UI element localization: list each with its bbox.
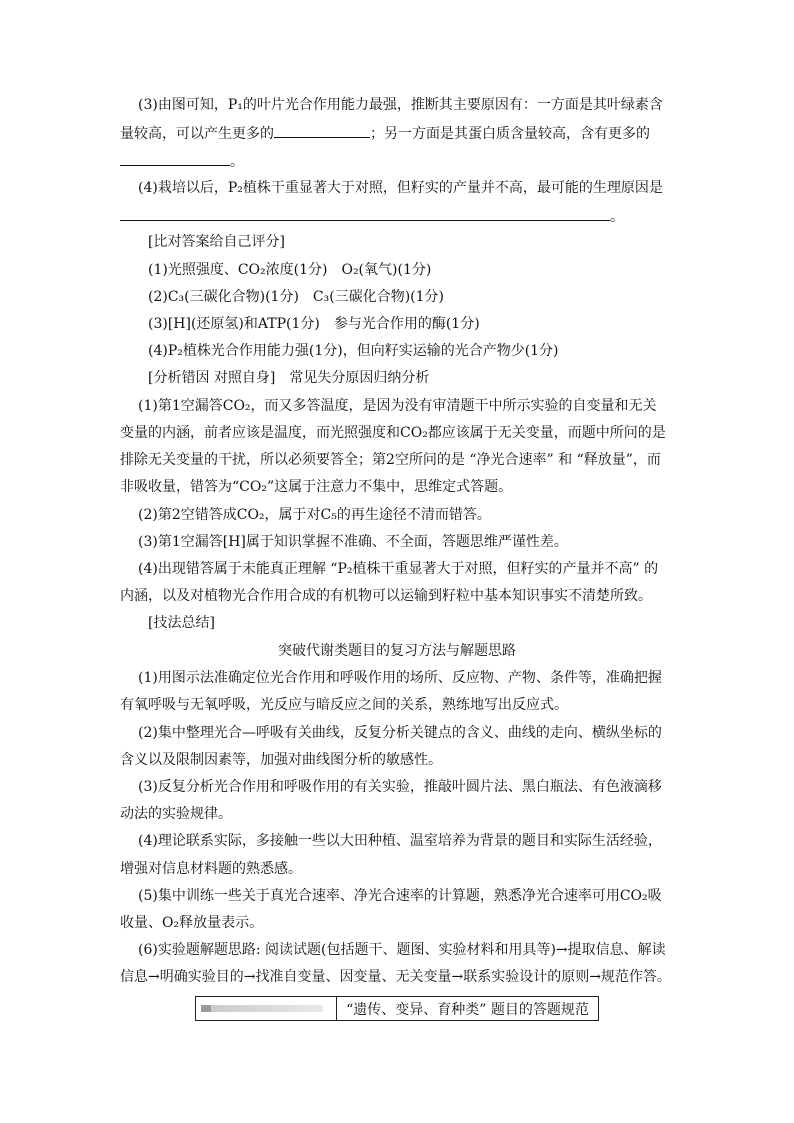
analysis-p1-line-4: 非吸收量，错答为“CO₂”这属于注意力不集中，思维定式答题。 <box>120 479 513 495</box>
q3-line-2 <box>120 123 650 144</box>
q4-line-2 <box>120 206 624 227</box>
summary-item-4-line-1: (4)理论联系实际，多接触一些以大田种植、温室培养为背景的题目和实际生活经验， <box>138 833 662 849</box>
q3-line-2-text-b: ；另一方面是其蛋白质含量较高，含有更多的 <box>370 126 650 142</box>
summary-item-6-line-1: (6)实验题解题思路: 阅读试题(包括题干、题图、实验材料和用具等)→提取信息、解读 <box>138 942 666 958</box>
summary-item-3-line-2: 动法的实验规律。 <box>120 806 232 822</box>
q4-line-2-end: 。 <box>610 209 624 225</box>
banner-decoration <box>196 997 337 1020</box>
answer-2: (2)C₃(三碳化合物)(1分) C₃(三碳化合物)(1分) <box>148 289 444 305</box>
banner-label: “遗传、变异、育种类” 题目的答题规范 <box>346 1001 589 1018</box>
analysis-p4-line-1: (4)出现错答属于未能真正理解 “P₂植株干重显著大于对照，但籽实的产量并不高” 的 <box>138 561 659 577</box>
analysis-header: [分析错因 对照自身] 常见失分原因归纳分析 <box>148 370 430 386</box>
summary-item-5-line-2: 收量、O₂释放量表示。 <box>120 915 264 931</box>
summary-item-5-line-1: (5)集中训练一些关于真光合速率、净光合速率的计算题，熟悉净光合速率可用CO₂吸 <box>138 888 662 904</box>
summary-item-1-line-1: (1)用图示法准确定位光合作用和呼吸作用的场所、反应物、产物、条件等，准确把握 <box>138 670 662 686</box>
q4-line-1: (4)栽培以后，P₂植株干重显著大于对照，但籽实的产量并不高，最可能的生理原因是 <box>138 180 663 196</box>
banner-bar <box>201 1005 323 1012</box>
q3-line-3-end: 。 <box>230 154 244 170</box>
banner-tab <box>201 1005 211 1012</box>
answer-blank-2 <box>120 151 230 166</box>
summary-item-2-line-1: (2)集中整理光合—呼吸有关曲线，反复分析关键点的含义、曲线的走向、横纵坐标的 <box>138 725 662 741</box>
q3-line-2-text-a: 量较高，可以产生更多的 <box>120 126 274 142</box>
analysis-p1-line-3: 排除无关变量的干扰，所以必须要答全；第2空所问的是 “净光合速率” 和 “释放量”，而 <box>120 452 661 468</box>
q3-line-3 <box>120 151 244 172</box>
analysis-p2: (2)第2空错答成CO₂，属于对C₅的再生途径不清而错答。 <box>138 507 491 523</box>
summary-item-6-line-2: 信息→明确实验目的→找准自变量、因变量、无关变量→联系实验设计的原则→规范作答。 <box>120 969 671 985</box>
answer-3: (3)[H](还原氢)和ATP(1分) 参与光合作用的酶(1分) <box>148 316 480 332</box>
summary-item-1-line-2: 有氧呼吸与无氧呼吸，光反应与暗反应之间的关系，熟练地写出反应式。 <box>120 697 568 713</box>
analysis-p1-line-1: (1)第1空漏答CO₂，而又多答温度，是因为没有审清题干中所示实验的自变量和无关 <box>138 398 657 414</box>
q3-line-1: (3)由图可知，P₁的叶片光合作用能力最强，推断其主要原因有：一方面是其叶绿素含 <box>138 97 663 113</box>
answer-blank-3 <box>120 206 610 221</box>
analysis-p4-line-2: 内涵，以及对植物光合作用合成的有机物可以运输到籽粒中基本知识事实不清楚所致。 <box>120 588 652 604</box>
answer-4: (4)P₂植株光合作用能力强(1分)，但向籽实运输的光合产物少(1分) <box>148 343 559 359</box>
summary-item-2-line-2: 含义以及限制因素等，加强对曲线图分析的敏感性。 <box>120 752 442 768</box>
analysis-p3: (3)第1空漏答[H]属于知识掌握不准确、不全面，答题思维严谨性差。 <box>138 534 568 550</box>
answers-header: [比对答案给自己评分] <box>148 234 285 250</box>
summary-title: 突破代谢类题目的复习方法与解题思路 <box>278 643 516 659</box>
section-banner <box>195 996 599 1021</box>
summary-item-4-line-2: 增强对信息材料题的熟悉感。 <box>120 861 302 877</box>
answer-1: (1)光照强度、CO₂浓度(1分) O₂(氧气)(1分) <box>148 262 432 278</box>
summary-item-3-line-1: (3)反复分析光合作用和呼吸作用的有关实验，推敲叶圆片法、黑白瓶法、有色液滴移 <box>138 779 662 795</box>
analysis-p1-line-2: 变量的内涵，前者应该是温度，而光照强度和CO₂都应该属于无关变量，而题中所问的是 <box>120 425 666 441</box>
answer-blank-1 <box>274 123 370 138</box>
summary-header: [技法总结] <box>148 615 215 631</box>
